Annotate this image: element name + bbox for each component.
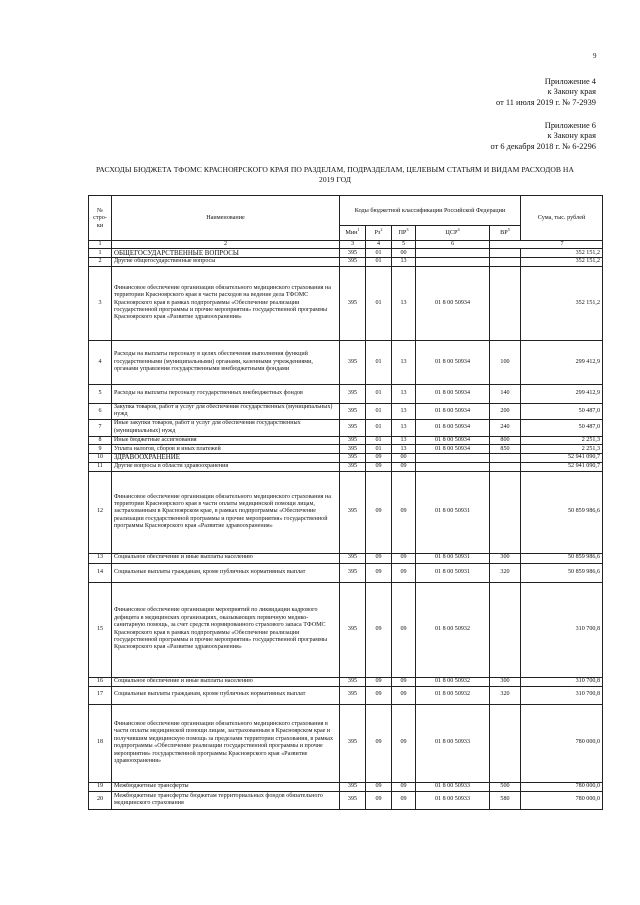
row-sum-cell: 50 859 986,6 [521,563,603,582]
table-row [89,704,603,782]
row-number-cell: 17 [89,686,112,704]
table-row [89,582,603,677]
row-vr-cell: 200 [490,403,521,419]
table-row [89,782,603,791]
row-rz-cell: 01 [366,436,392,444]
row-csr-cell: 01 8 00 50934 [416,403,490,419]
table-row [89,462,603,471]
row-number-cell: 20 [89,791,112,809]
row-name-cell: Другие вопросы в области здравоохранения [112,462,340,471]
table-row [89,266,603,340]
row-pr-cell: 00 [392,249,416,258]
table-row [89,677,603,686]
row-min-cell: 395 [340,704,366,782]
row-vr-cell [490,471,521,553]
row-sum-cell: 352 151,2 [521,266,603,340]
row-csr-cell [416,249,490,258]
row-vr-cell [490,454,521,462]
row-number-cell: 7 [89,419,112,436]
row-pr-cell: 00 [392,454,416,462]
row-pr-cell: 13 [392,266,416,340]
row-rz-cell: 09 [366,563,392,582]
row-pr-cell: 09 [392,677,416,686]
row-vr-cell [490,462,521,471]
row-min-cell: 395 [340,249,366,258]
row-rz-cell: 09 [366,782,392,791]
row-pr-cell: 09 [392,462,416,471]
row-sum-cell: 310 700,8 [521,686,603,704]
row-number-cell: 2 [89,258,112,266]
row-number-cell: 3 [89,266,112,340]
table-body [89,249,603,809]
table-row [89,249,603,258]
row-pr-cell: 13 [392,340,416,384]
row-name-cell: Социальные выплаты гражданам, кроме публичных нормативных выплат [112,563,340,582]
row-sum-cell: 2 251,3 [521,445,603,454]
row-vr-cell: 580 [490,791,521,809]
row-vr-cell [490,582,521,677]
row-sum-cell: 780 000,0 [521,782,603,791]
appendix-4-date: от 11 июля 2019 г. № 7-2939 [496,97,596,107]
row-rz-cell: 01 [366,384,392,403]
row-csr-cell: 01 8 00 50931 [416,563,490,582]
row-rz-cell: 01 [366,445,392,454]
row-csr-cell: 01 8 00 50933 [416,782,490,791]
row-name-cell: Социальные выплаты гражданам, кроме публичных нормативных выплат [112,686,340,704]
row-name-cell: Расходы на выплаты персоналу государственных внебюджетных фондов [112,384,340,403]
row-sum-cell: 310 700,8 [521,677,603,686]
row-number-cell: 10 [89,454,112,462]
row-rz-cell: 01 [366,249,392,258]
row-vr-cell: 850 [490,445,521,454]
table-row [89,436,603,444]
row-rz-cell: 09 [366,582,392,677]
row-sum-cell: 50 859 986,6 [521,471,603,553]
row-sum-cell: 299 412,9 [521,340,603,384]
row-number-cell: 19 [89,782,112,791]
row-rz-cell: 01 [366,419,392,436]
row-pr-cell: 09 [392,582,416,677]
row-min-cell: 395 [340,553,366,563]
row-name-cell: Другие общегосударственные вопросы [112,258,340,266]
col-number: 4 [366,241,392,249]
header-rz: $Рз^2$ [366,226,392,241]
row-number-cell: 18 [89,704,112,782]
row-name-cell: Финансовое обеспечение организации обязательного медицинского страхования на территории Красноярского края в части оплаты медицинской помощи лицам, застрахованным в Красноярском крае, в рамках подпрограммы «Обеспечение реализации государственной программы и прочие мероприятия» государственной программы Красноярского края «Развитие здравоохранения» [112,471,340,553]
row-sum-cell: 352 151,2 [521,258,603,266]
row-name-cell: Уплата налогов, сборов и иных платежей [112,445,340,454]
row-pr-cell: 09 [392,563,416,582]
table-row [89,791,603,809]
row-csr-cell [416,258,490,266]
row-name-cell: Иные бюджетные ассигнования [112,436,340,444]
row-min-cell: 395 [340,436,366,444]
row-min-cell: 395 [340,384,366,403]
header-min: Мин$^1$ [340,226,366,241]
table-row [89,553,603,563]
row-sum-cell: 50 487,0 [521,403,603,419]
row-vr-cell: 320 [490,686,521,704]
row-rz-cell: 09 [366,454,392,462]
row-min-cell: 395 [340,419,366,436]
row-name-cell: ОБЩЕГОСУДАРСТВЕННЫЕ ВОПРОСЫ [112,249,340,258]
row-pr-cell: 09 [392,471,416,553]
document-title: РАСХОДЫ БЮДЖЕТА ТФОМС КРАСНОЯРСКОГО КРАЯ ПО РАЗДЕЛАМ, ПОДРАЗДЕЛАМ, ЦЕЛЕВЫМ СТАТЬЯМ И ВИДАМ РАСХОДОВ НА 2019 ГОД [96,165,574,184]
row-min-cell: 395 [340,563,366,582]
row-sum-cell: 780 000,0 [521,704,603,782]
table-row [89,258,603,266]
row-min-cell: 395 [340,462,366,471]
row-rz-cell: 01 [366,266,392,340]
row-csr-cell: 01 8 00 50932 [416,686,490,704]
row-rz-cell: 09 [366,677,392,686]
row-min-cell: 395 [340,258,366,266]
row-name-cell: Социальное обеспечение и иные выплаты населению [112,553,340,563]
row-name-cell: Межбюджетные трансферты [112,782,340,791]
row-min-cell: 395 [340,582,366,677]
row-sum-cell: 310 700,8 [521,582,603,677]
row-min-cell: 395 [340,403,366,419]
row-min-cell: 395 [340,445,366,454]
col-number: 2 [112,241,340,249]
header-vr: $ВР^5$ [490,226,521,241]
row-name-cell: Социальное обеспечение и иные выплаты населению [112,677,340,686]
row-csr-cell: 01 8 00 50931 [416,471,490,553]
row-name-cell: Финансовое обеспечение организации обязательного медицинского страхования в части оплаты медицинской помощи лицам, застрахованным в Красноярском крае и получившим медицинскую помощь за пределами территории страхования, в рамках подпрограммы «Обеспечение реализации государственной программы и прочие мероприятия» государственной программы Красноярского края «Развитие здравоохранения» [112,704,340,782]
row-pr-cell: 13 [392,258,416,266]
row-rz-cell: 09 [366,462,392,471]
row-number-cell: 14 [89,563,112,582]
row-sum-cell: 2 251,3 [521,436,603,444]
row-number-cell: 13 [89,553,112,563]
col-number: 1 [89,241,112,249]
row-number-cell: 12 [89,471,112,553]
row-rz-cell: 09 [366,471,392,553]
row-min-cell: 395 [340,782,366,791]
header-name: Наименование [112,196,340,241]
row-number-cell: 8 [89,436,112,444]
row-min-cell: 395 [340,677,366,686]
appendix-4-law: к Закону края [547,87,596,97]
row-csr-cell: 01 8 00 50931 [416,553,490,563]
table-row [89,419,603,436]
row-name-cell: Финансовое обеспечение организации мероприятий по ликвидации кадрового дефицита в медицинских организациях, оказывающих первичную медико-санитарную помощь, за счет средств нормированного страхового запаса ТФОМС Красноярского края в рамках подпрограммы «Обеспечение реализации государственной программы и прочие мероприятия» государственной программы Красноярского края «Развитие здравоохранения» [112,582,340,677]
row-min-cell: 395 [340,454,366,462]
row-sum-cell: 352 151,2 [521,249,603,258]
row-csr-cell: 01 8 00 50933 [416,704,490,782]
row-number-cell: 9 [89,445,112,454]
row-number-cell: 15 [89,582,112,677]
header-row-no: № стро-ки [89,196,112,241]
row-number-cell: 6 [89,403,112,419]
table-row [89,454,603,462]
row-vr-cell [490,266,521,340]
table-row [89,384,603,403]
column-numbers-row [89,241,603,249]
row-csr-cell: 01 8 00 50934 [416,445,490,454]
row-name-cell: Иные закупки товаров, работ и услуг для обеспечения государственных (муниципальных) нужд [112,419,340,436]
row-pr-cell: 09 [392,553,416,563]
table-row [89,445,603,454]
row-rz-cell: 01 [366,340,392,384]
header-sum: Сума, тыс. рублей [521,196,603,241]
page-number: 9 [593,52,597,60]
table-row [89,340,603,384]
row-number-cell: 16 [89,677,112,686]
row-sum-cell: 50 859 986,6 [521,553,603,563]
col-number: 5 [392,241,416,249]
row-csr-cell: 01 8 00 50934 [416,340,490,384]
row-number-cell: 1 [89,249,112,258]
row-sum-cell: 52 941 090,7 [521,454,603,462]
row-vr-cell: 240 [490,419,521,436]
table-row [89,563,603,582]
header-csr: ЦСР$^4$ [416,226,490,241]
budget-table [88,195,603,810]
row-rz-cell: 09 [366,791,392,809]
row-csr-cell [416,462,490,471]
row-csr-cell: 01 8 00 50934 [416,436,490,444]
row-rz-cell: 09 [366,704,392,782]
row-min-cell: 395 [340,266,366,340]
appendix-6-header [491,121,596,152]
row-vr-cell: 140 [490,384,521,403]
row-csr-cell [416,454,490,462]
row-pr-cell: 13 [392,436,416,444]
row-min-cell: 395 [340,791,366,809]
row-pr-cell: 09 [392,704,416,782]
row-csr-cell: 01 8 00 50934 [416,384,490,403]
appendix-6-date: от 6 декабря 2018 г. № 6-2296 [490,141,596,151]
row-vr-cell: 100 [490,340,521,384]
row-vr-cell: 500 [490,782,521,791]
row-min-cell: 395 [340,340,366,384]
row-name-cell: Закупка товаров, работ и услуг для обеспечения государственных (муниципальных) нужд [112,403,340,419]
row-rz-cell: 09 [366,686,392,704]
row-csr-cell: 01 8 00 50934 [416,419,490,436]
row-rz-cell: 01 [366,403,392,419]
row-pr-cell: 13 [392,403,416,419]
col-number: 6 [416,241,490,249]
row-pr-cell: 09 [392,782,416,791]
row-csr-cell: 01 8 00 50933 [416,791,490,809]
row-rz-cell: 09 [366,553,392,563]
row-vr-cell: 320 [490,563,521,582]
row-vr-cell: 300 [490,677,521,686]
row-pr-cell: 09 [392,686,416,704]
row-min-cell: 395 [340,471,366,553]
row-vr-cell [490,249,521,258]
appendix-4-header [496,77,596,108]
row-name-cell: Расходы на выплаты персоналу в целях обеспечения выполнения функций государственными (муниципальными) органами, казенными учреждениями, органами управления государственными внебюджетными фондами [112,340,340,384]
row-pr-cell: 13 [392,419,416,436]
row-number-cell: 4 [89,340,112,384]
header-codes: Коды бюджетной классификации Российской Федерации [340,196,521,226]
row-sum-cell: 52 941 090,7 [521,462,603,471]
row-min-cell: 395 [340,686,366,704]
row-vr-cell: 300 [490,553,521,563]
table-row [89,471,603,553]
appendix-4-title: Приложение 4 [544,77,596,86]
row-csr-cell: 01 8 00 50932 [416,582,490,677]
row-name-cell: Межбюджетные трансферты бюджетам территориальных фондов обязательного медицинского страхования [112,791,340,809]
appendix-6-law: к Закону края [547,131,596,141]
row-name-cell: ЗДРАВООХРАНЕНИЕ [112,454,340,462]
row-number-cell: 5 [89,384,112,403]
row-sum-cell: 299 412,9 [521,384,603,403]
row-sum-cell: 50 487,0 [521,419,603,436]
row-pr-cell: 09 [392,791,416,809]
table-row [89,403,603,419]
row-number-cell: 11 [89,462,112,471]
row-vr-cell [490,258,521,266]
row-name-cell: Финансовое обеспечение организации обязательного медицинского страхования на территории Красноярского края в части расходов на ведение дела ТФОМС Красноярского края в рамках подпрограммы «Обеспечение реализации государственной программы и прочие мероприятия» государственной программы Красноярского края «Развитие здравоохранения» [112,266,340,340]
appendix-6-title: Приложение 6 [544,121,596,130]
row-pr-cell: 13 [392,445,416,454]
table-row [89,686,603,704]
row-rz-cell: 01 [366,258,392,266]
row-vr-cell: 800 [490,436,521,444]
col-number: 3 [340,241,366,249]
row-vr-cell [490,704,521,782]
row-csr-cell: 01 8 00 50934 [416,266,490,340]
row-sum-cell: 780 000,0 [521,791,603,809]
row-pr-cell: 13 [392,384,416,403]
col-number: 7 [490,241,603,249]
row-csr-cell: 01 8 00 50932 [416,677,490,686]
header-pr: $ПР^3$ [392,226,416,241]
